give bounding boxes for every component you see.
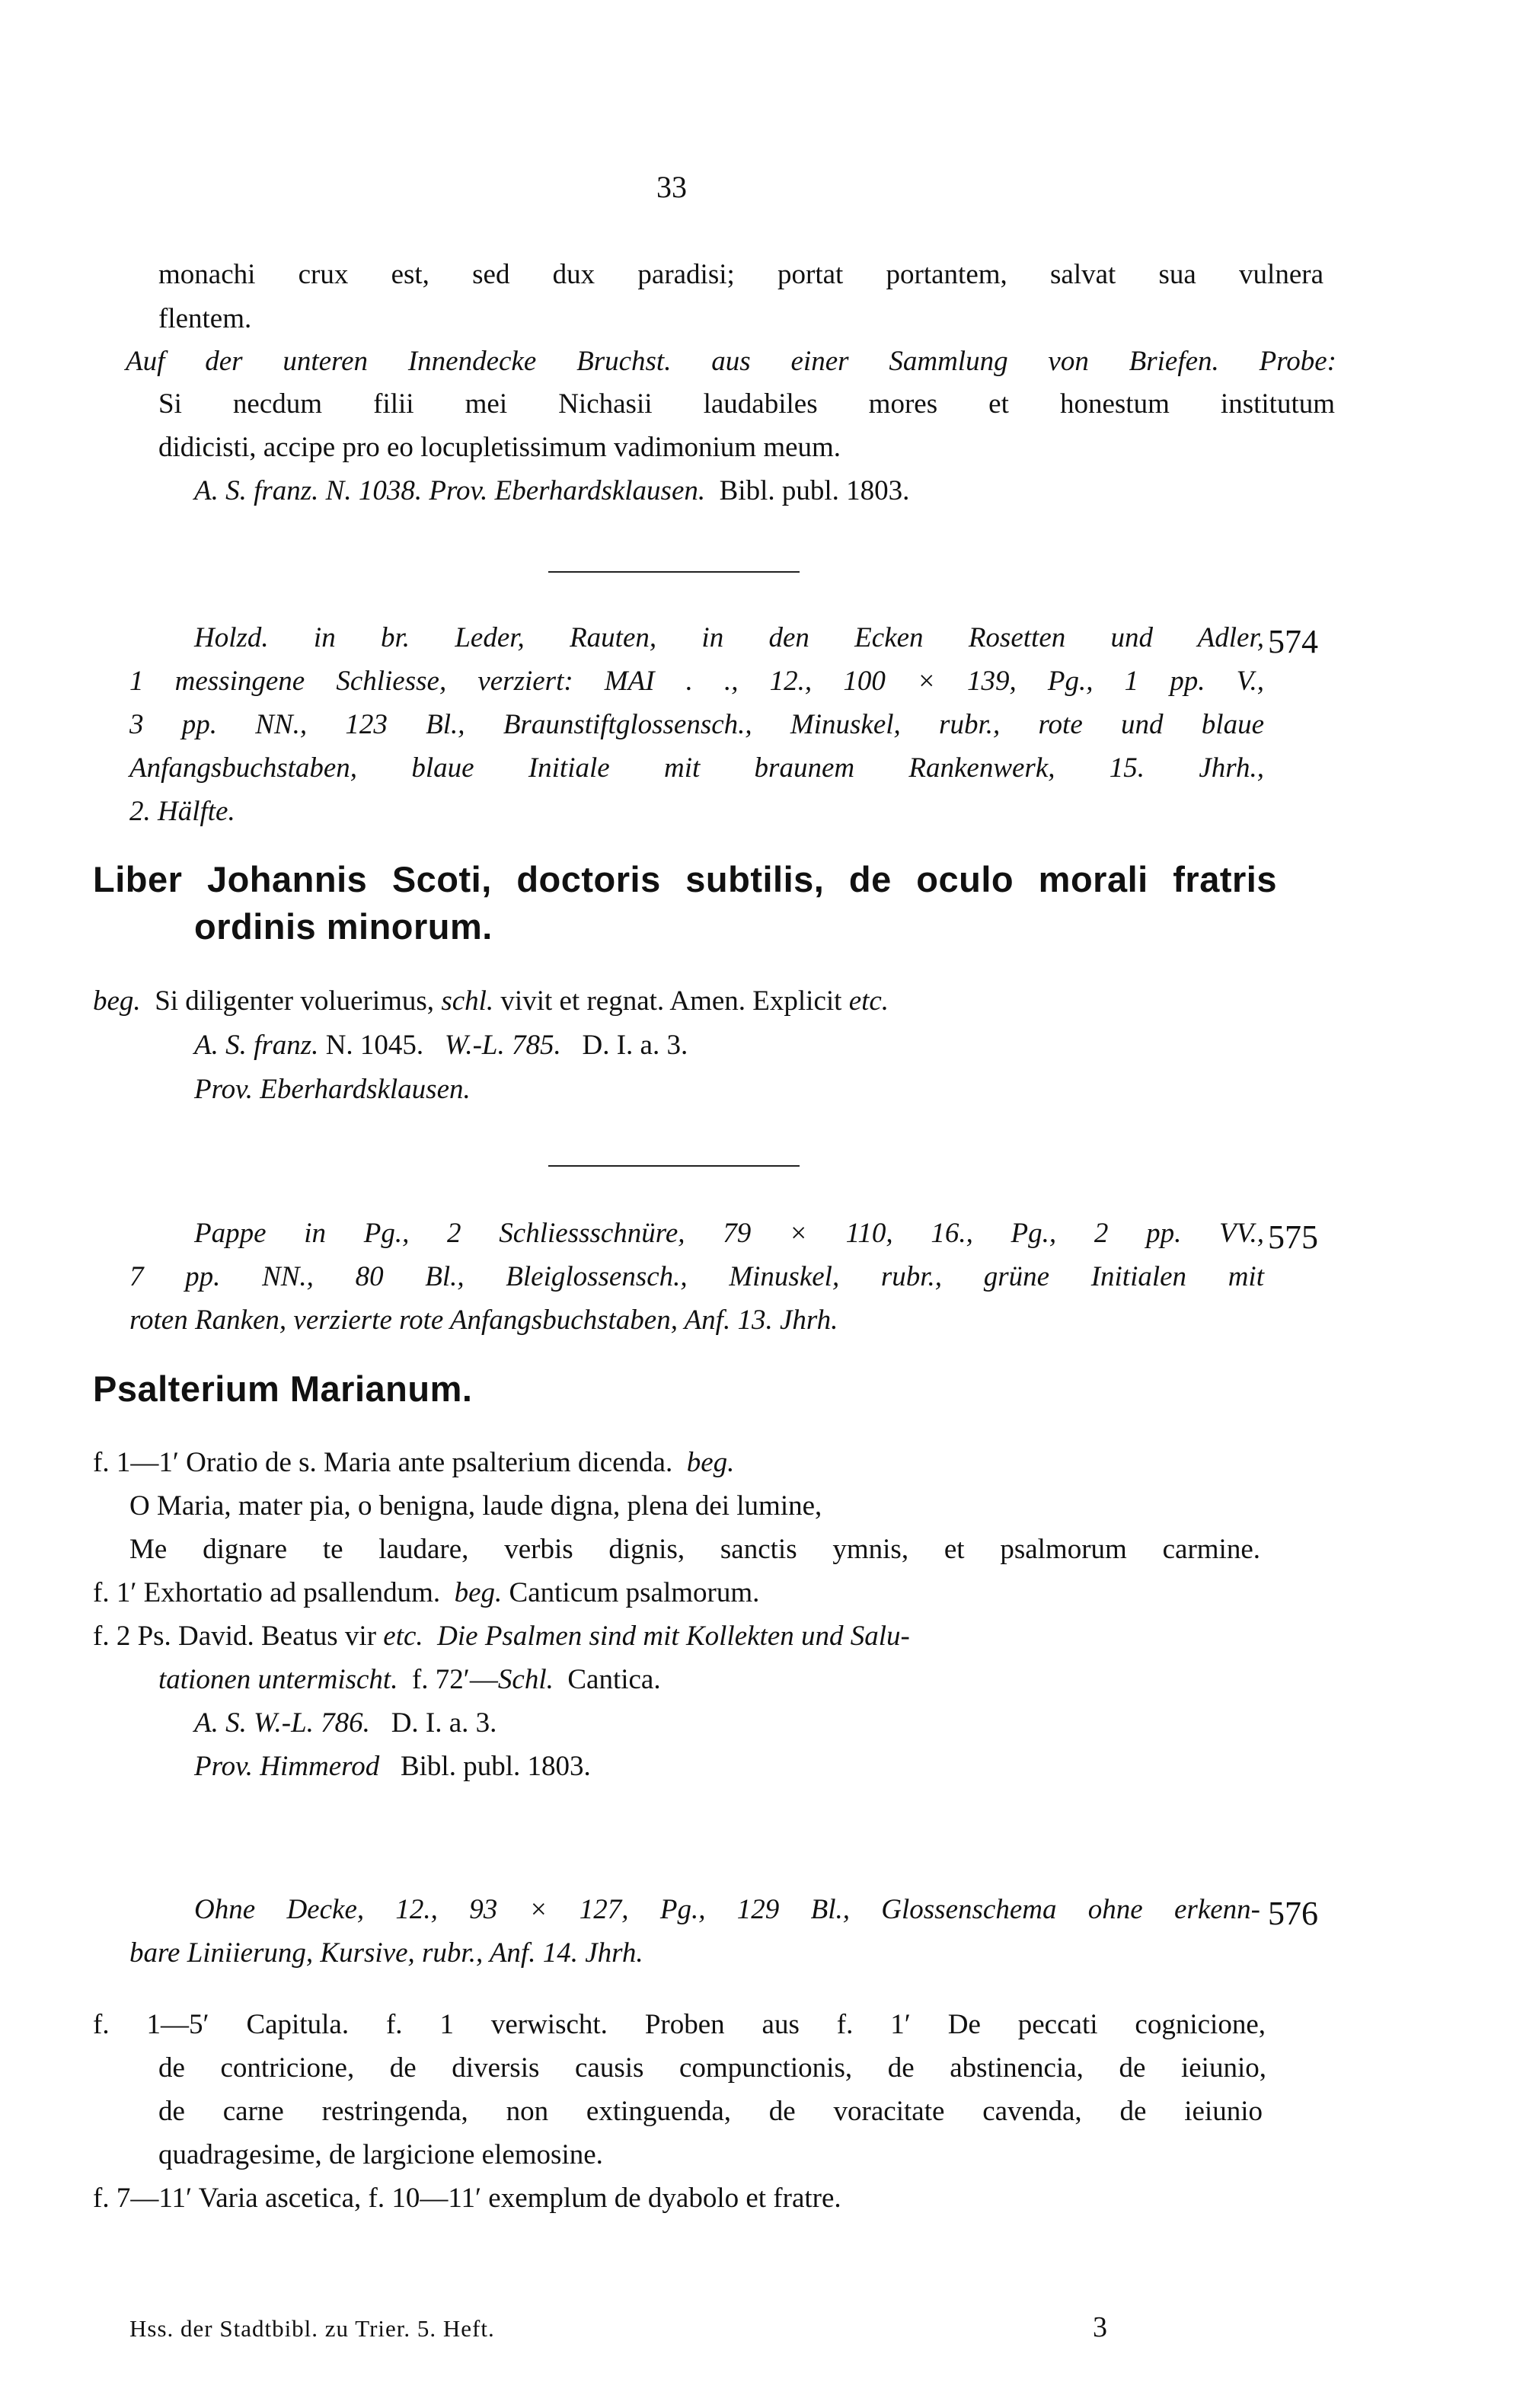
- description-line: Anfangsbuchstaben, blaue Initiale mit braunem Rankenwerk, 15. Jhrh.,: [129, 752, 1264, 784]
- text-line: O Maria, mater pia, o benigna, laude digna, plena dei lumine,: [129, 1490, 822, 1522]
- description-line: 7 pp. NN., 80 Bl., Bleiglossensch., Minuskel, rubr., grüne Initialen mit: [129, 1261, 1264, 1292]
- entry-number: 576: [1268, 1895, 1318, 1932]
- signature-line: A. S. W.-L. 786. D. I. a. 3.: [194, 1707, 497, 1739]
- signature-mark: 3: [1093, 2311, 1107, 2343]
- description-line: Holzd. in br. Leder, Rauten, in den Ecken Rosetten und Adler,: [194, 622, 1264, 653]
- work-title: Psalterium Marianum.: [93, 1368, 473, 1409]
- description-line: Ohne Decke, 12., 93 × 127, Pg., 129 Bl., Glossenschema ohne erkenn-: [194, 1894, 1260, 1925]
- text-line: quadragesime, de largicione elemosine.: [158, 2139, 603, 2170]
- incipit-line: beg. Si diligenter voluerimus, schl. vivit et regnat. Amen. Explicit etc.: [93, 985, 889, 1017]
- description-line: Pappe in Pg., 2 Schliessschnüre, 79 × 110, 16., Pg., 2 pp. VV.,: [194, 1218, 1264, 1249]
- provenance-line: Prov. Eberhardsklausen.: [194, 1074, 471, 1105]
- description-line: bare Liniierung, Kursive, rubr., Anf. 14. Jhrh.: [129, 1937, 643, 1969]
- description-line: roten Ranken, verzierte rote Anfangsbuchstaben, Anf. 13. Jhrh.: [129, 1305, 838, 1336]
- signature-line: A. S. franz. N. 1045. W.-L. 785. D. I. a. 3.: [194, 1030, 688, 1061]
- provenance-line: Prov. Himmerod Bibl. publ. 1803.: [194, 1751, 591, 1782]
- folio-line: f. 1—5′ Capitula. f. 1 verwischt. Proben aus f. 1′ De peccati cognicione,: [93, 2009, 1266, 2040]
- folio-line: f. 1′ Exhortatio ad psallendum. beg. Canticum psalmorum.: [93, 1577, 760, 1608]
- text-line: Si necdum filii mei Nichasii laudabiles mores et honestum institutum: [158, 388, 1335, 420]
- description-line: 1 messingene Schliesse, verziert: MAI . ., 12., 100 × 139, Pg., 1 pp. V.,: [129, 666, 1264, 697]
- page-number: 33: [656, 170, 687, 204]
- description-line: 3 pp. NN., 123 Bl., Braunstiftglossensch., Minuskel, rubr., rote und blaue: [129, 709, 1264, 740]
- separator-rule: [548, 1165, 800, 1167]
- text-line: didicisti, accipe pro eo locupletissimum vadimonium meum.: [158, 432, 841, 463]
- text-line: monachi crux est, sed dux paradisi; portat portantem, salvat sua vulnera: [158, 259, 1323, 290]
- separator-rule: [548, 571, 800, 573]
- signature-line: A. S. franz. N. 1038. Prov. Eberhardsklausen. Bibl. publ. 1803.: [194, 475, 910, 506]
- text-line: flentem.: [158, 303, 252, 334]
- text-line: de carne restringenda, non extinguenda, de voracitate cavenda, de ieiunio: [158, 2096, 1263, 2127]
- footer-text: Hss. der Stadtbibl. zu Trier. 5. Heft.: [129, 2315, 495, 2342]
- work-title: ordinis minorum.: [194, 906, 493, 947]
- folio-line: f. 1—1′ Oratio de s. Maria ante psalterium dicenda. beg.: [93, 1447, 735, 1478]
- text-line-italic: Auf der unteren Innendecke Bruchst. aus einer Sammlung von Briefen. Probe:: [126, 346, 1336, 377]
- work-title: Liber Johannis Scoti, doctoris subtilis, de oculo morali fratris: [93, 859, 1277, 899]
- text-line: tationen untermischt. f. 72′—Schl. Cantica.: [158, 1664, 661, 1695]
- folio-line: f. 2 Ps. David. Beatus vir etc. Die Psalmen sind mit Kollekten und Salu-: [93, 1621, 910, 1652]
- text-line: de contricione, de diversis causis compunctionis, de abstinencia, de ieiunio,: [158, 2052, 1266, 2084]
- text-line: Me dignare te laudare, verbis dignis, sanctis ymnis, et psalmorum carmine.: [129, 1534, 1260, 1565]
- entry-number: 574: [1268, 623, 1318, 660]
- description-line: 2. Hälfte.: [129, 796, 235, 827]
- folio-line: f. 7—11′ Varia ascetica, f. 10—11′ exemplum de dyabolo et fratre.: [93, 2183, 841, 2214]
- entry-number: 575: [1268, 1218, 1318, 1256]
